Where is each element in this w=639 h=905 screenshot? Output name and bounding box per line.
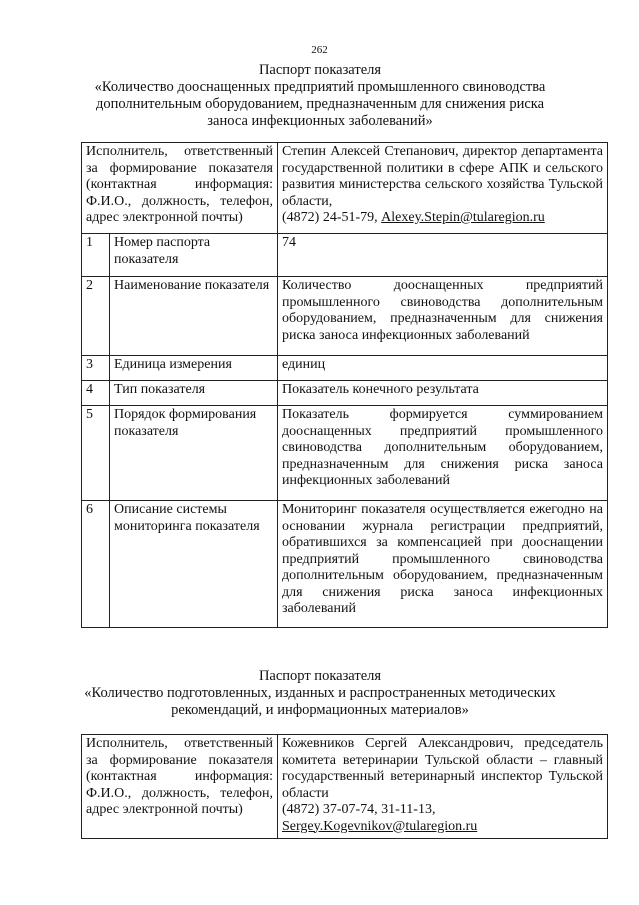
passport-title-1 xyxy=(70,62,570,130)
row-label: Описание системы мониторинга показателя xyxy=(110,501,278,628)
row-value: Показатель конечного результата xyxy=(278,381,608,406)
row-label: Единица измерения xyxy=(110,356,278,381)
row-value: Количество дооснащенных предприятий промышленного свиноводства дополнительным оборудованием, предназначенным для снижения риска заноса инфекционных заболеваний xyxy=(278,277,608,356)
table-row xyxy=(82,501,608,628)
executor-label: Исполнитель, ответственный за формирование показателя (контактная информация: Ф.И.О., должность, телефон, адрес электронной почты) xyxy=(82,143,278,234)
passport-title-2 xyxy=(70,668,570,719)
row-number: 5 xyxy=(82,406,110,501)
row-number: 4 xyxy=(82,381,110,406)
row-label: Наименование показателя xyxy=(110,277,278,356)
executor-phone: (4872) 24-51-79, xyxy=(282,210,382,225)
table-row xyxy=(82,406,608,501)
executor-value xyxy=(278,735,608,839)
row-label: Номер паспорта показателя xyxy=(110,234,278,277)
row-label: Тип показателя xyxy=(110,381,278,406)
row-number: 2 xyxy=(82,277,110,356)
row-number: 3 xyxy=(82,356,110,381)
passport-table-1 xyxy=(81,142,608,628)
page-number: 262 xyxy=(311,44,328,56)
executor-email-link[interactable]: Sergey.Kogevnikov@tularegion.ru xyxy=(282,818,478,834)
row-value: Показатель формируется суммированием дооснащенных предприятий промышленного свиноводства дополнительным оборудованием, предназначенным для снижения риска заноса инфекционных заболеваний xyxy=(278,406,608,501)
row-label: Порядок формирования показателя xyxy=(110,406,278,501)
table-row xyxy=(82,356,608,381)
executor-name: Кожевников Сергей Александрович, председатель комитета ветеринарии Тульской области – главный государственный ветеринарный инспектор Тульской области xyxy=(282,736,603,801)
title-line: рекомендаций, и информационных материалов» xyxy=(171,702,469,718)
title-line: Паспорт показателя xyxy=(258,62,382,78)
executor-row xyxy=(82,735,608,839)
table-row xyxy=(82,234,608,277)
row-value: Мониторинг показателя осуществляется ежегодно на основании журнала регистрации предприятий, обратившихся за компенсацией при дооснащении предприятий промышленного свиноводства дополнительным оборудованием, предназначенным для снижения риска заноса инфекционных заболеваний xyxy=(278,501,608,628)
executor-value xyxy=(278,143,608,234)
table-row xyxy=(82,381,608,406)
row-number: 1 xyxy=(82,234,110,277)
title-line: заноса инфекционных заболеваний» xyxy=(207,113,433,129)
table-row xyxy=(82,277,608,356)
passport-table-2 xyxy=(81,734,608,839)
executor-phone: (4872) 37-07-74, 31-11-13, xyxy=(282,802,436,817)
row-number: 6 xyxy=(82,501,110,628)
title-line: «Количество подготовленных, изданных и распространенных методических xyxy=(84,685,556,701)
title-line: Паспорт показателя xyxy=(258,668,382,684)
row-value: 74 xyxy=(278,234,608,277)
executor-email-link[interactable]: Alexey.Stepin@tularegion.ru xyxy=(381,210,545,225)
title-line: дополнительным оборудованием, предназначенным для снижения риска xyxy=(95,96,545,112)
row-value: единиц xyxy=(278,356,608,381)
executor-row xyxy=(82,143,608,234)
title-line: «Количество дооснащенных предприятий промышленного свиноводства xyxy=(94,79,546,95)
executor-label: Исполнитель, ответственный за формирование показателя (контактная информация: Ф.И.О., должность, телефон, адрес электронной почты) xyxy=(82,735,278,839)
executor-name: Степин Алексей Степанович, директор департамента государственной политики в сфере АПК и сельского развития министерства сельского хозяйства Тульской области, xyxy=(282,144,603,209)
